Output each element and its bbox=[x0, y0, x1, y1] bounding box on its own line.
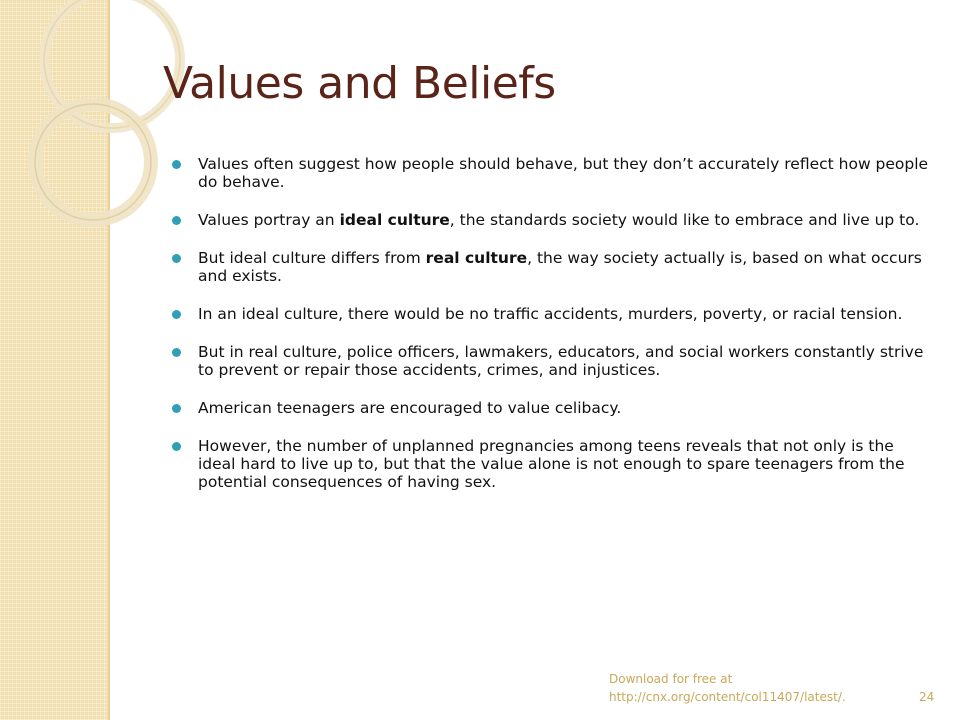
bullet-text: However, the number of unplanned pregnancies among teens reveals that not only is the ideal hard to live up to, but that the value alone is not enough to spare teenagers from the potential consequences of having sex. bbox=[198, 437, 905, 491]
bullet-list bbox=[172, 155, 932, 511]
footer-download-note bbox=[609, 670, 899, 706]
bullet-text: In an ideal culture, there would be no traffic accidents, murders, poverty, or racial tension. bbox=[198, 305, 903, 323]
bullet-dot-icon bbox=[172, 348, 181, 357]
bullet-text-end: , the standards society would like to embrace and live up to. bbox=[449, 211, 920, 229]
bullet-dot-icon bbox=[172, 310, 181, 319]
bullet-text bbox=[198, 211, 919, 229]
bullet-text bbox=[198, 249, 922, 285]
footer-download-link[interactable]: http://cnx.org/content/col11407/latest/. bbox=[609, 690, 846, 704]
page-number: 24 bbox=[919, 690, 935, 704]
bullet-emphasis: ideal culture bbox=[339, 211, 450, 229]
bullet-text: Values often suggest how people should behave, but they don’t accurately reflect how people do behave. bbox=[198, 155, 929, 191]
bullet-dot-icon bbox=[172, 160, 181, 169]
bullet-item bbox=[172, 343, 932, 379]
sidebar-decoration-circles bbox=[0, 0, 200, 260]
bullet-emphasis: real culture bbox=[425, 249, 528, 267]
bullet-text: But in real culture, police officers, lawmakers, educators, and social workers constantly strive to prevent or repair those accidents, crimes, and injustices. bbox=[198, 343, 924, 379]
bullet-dot-icon bbox=[172, 216, 181, 225]
bullet-item bbox=[172, 155, 932, 191]
bullet-dot-icon bbox=[172, 404, 181, 413]
bullet-text-start: Values portray an bbox=[198, 211, 340, 229]
bullet-text: American teenagers are encouraged to value celibacy. bbox=[198, 399, 622, 417]
bullet-dot-icon bbox=[172, 442, 181, 451]
bullet-item bbox=[172, 211, 932, 229]
bullet-text-end: , the way society actually is, based on what occurs and exists. bbox=[198, 249, 922, 285]
footer-download-label: Download for free at bbox=[609, 672, 733, 686]
bullet-item bbox=[172, 399, 932, 417]
bullet-dot-icon bbox=[172, 254, 181, 263]
bullet-item bbox=[172, 305, 932, 323]
bullet-item bbox=[172, 437, 932, 491]
slide-title: Values and Beliefs bbox=[163, 58, 556, 109]
bullet-item bbox=[172, 249, 932, 285]
bullet-text-start: But ideal culture differs from bbox=[198, 249, 426, 267]
